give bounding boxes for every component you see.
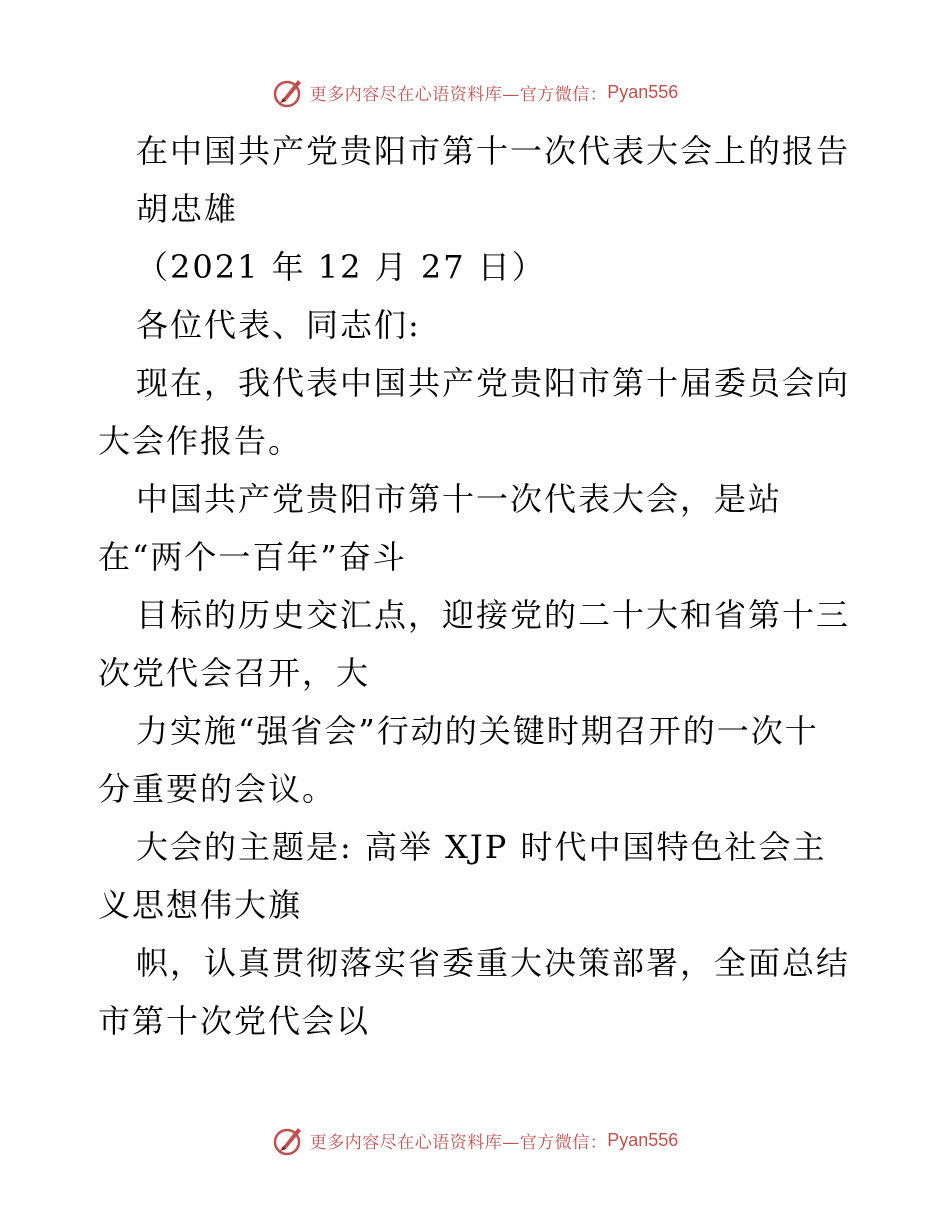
footer-watermark bbox=[0, 1120, 950, 1160]
watermark-account: Pyan556 bbox=[607, 1129, 679, 1150]
report-date: （2021 年 12 月 27 日） bbox=[136, 248, 546, 286]
watermark-text: 更多内容尽在心语资料库—官方微信： bbox=[309, 1132, 608, 1153]
watermark-account: Pyan556 bbox=[607, 81, 679, 102]
paragraph-line: 市第十次党代会以 bbox=[98, 1002, 371, 1040]
watermark-text: 更多内容尽在心语资料库—官方微信： bbox=[309, 84, 608, 105]
paragraph-line: 在“两个一百年”奋斗 bbox=[98, 538, 407, 576]
paragraph-line: 中国共产党贵阳市第十一次代表大会，是站 bbox=[136, 480, 783, 518]
quill-pen-icon bbox=[272, 1123, 306, 1157]
header-watermark bbox=[0, 72, 950, 112]
report-author: 胡忠雄 bbox=[136, 190, 239, 228]
quill-pen-icon bbox=[272, 75, 306, 109]
paragraph-line: 分重要的会议。 bbox=[98, 770, 337, 808]
paragraph-line: 现在，我代表中国共产党贵阳市第十届委员会向 bbox=[136, 364, 851, 402]
salutation: 各位代表、同志们: bbox=[136, 306, 421, 344]
paragraph-line: 次党代会召开，大 bbox=[98, 654, 371, 692]
paragraph-line: 力实施“强省会”行动的关键时期召开的一次十 bbox=[136, 712, 819, 750]
paragraph-line: 大会的主题是: 高举 XJP 时代中国特色社会主 bbox=[136, 828, 827, 866]
report-title: 在中国共产党贵阳市第十一次代表大会上的报告 bbox=[136, 132, 851, 170]
paragraph-line: 目标的历史交汇点，迎接党的二十大和省第十三 bbox=[136, 596, 851, 634]
paragraph-line: 大会作报告。 bbox=[98, 422, 303, 460]
paragraph-line: 帜，认真贯彻落实省委重大决策部署，全面总结 bbox=[136, 944, 851, 982]
paragraph-line: 义思想伟大旗 bbox=[98, 886, 303, 924]
report-body bbox=[98, 122, 858, 1050]
